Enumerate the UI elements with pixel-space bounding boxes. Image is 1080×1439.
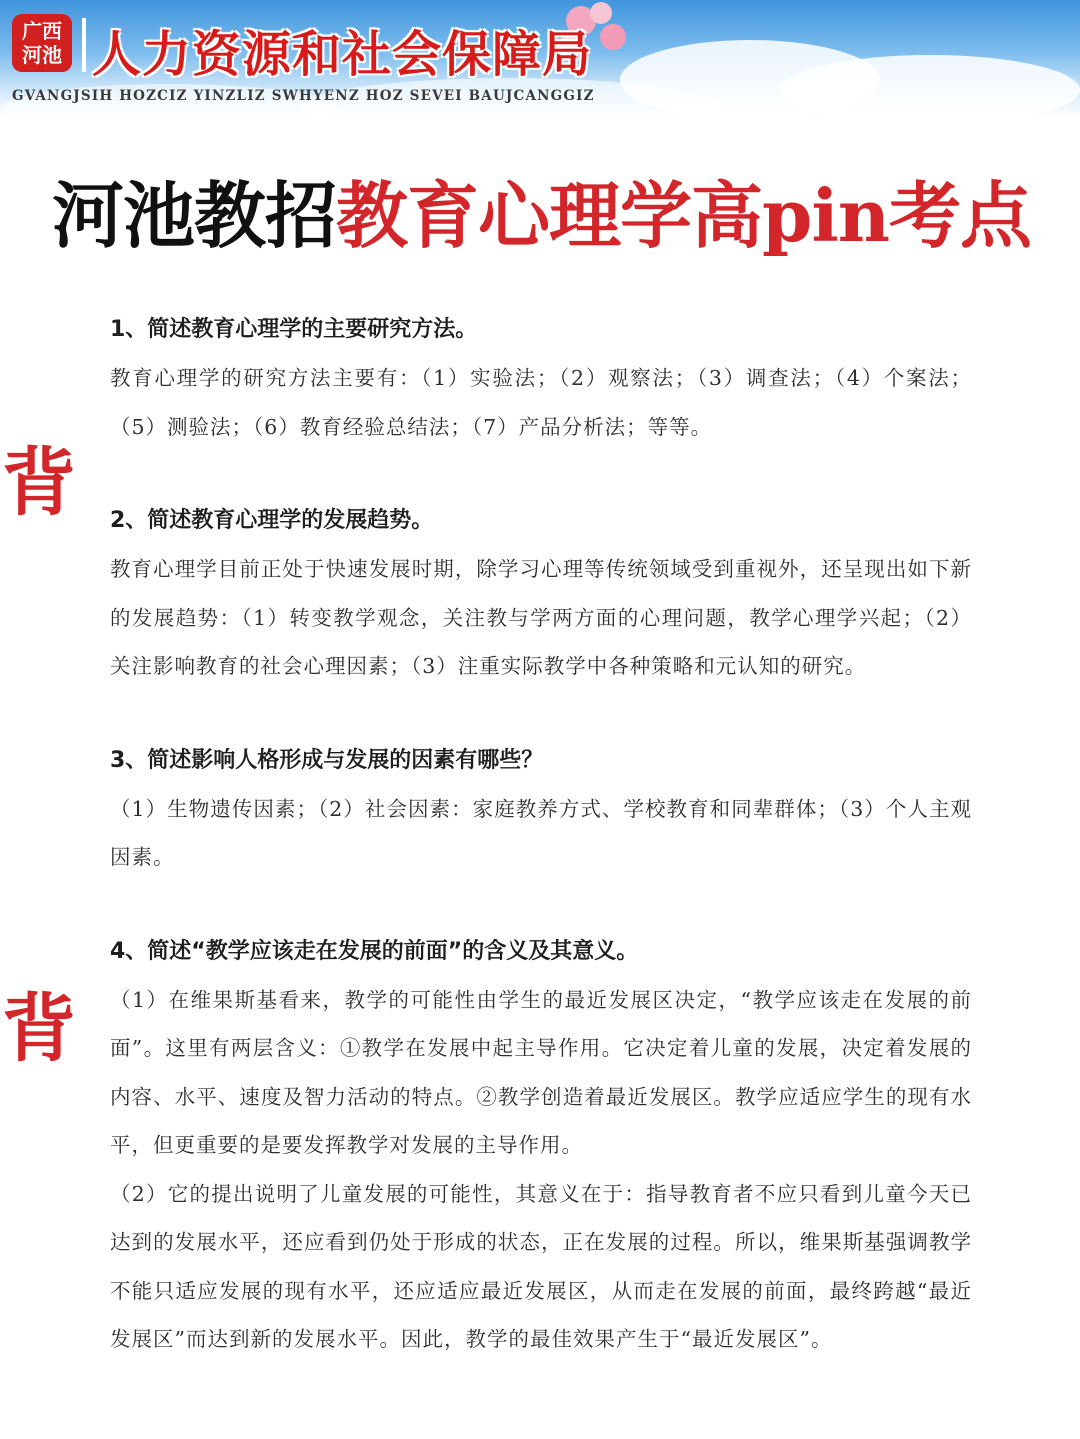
answer-text: 教育心理学的研究方法主要有：（1）实验法；（2）观察法；（3）调查法；（4）个案法；（5）测验法；（6）教育经验总结法；（7）产品分析法；等等。 xyxy=(110,366,972,439)
answer-text: （2）它的提出说明了儿童发展的可能性，其意义在于：指导教育者不应只看到儿童今天已达到的发展水平，还应看到仍处于形成的状态，正在发展的过程。所以，维果斯基强调教学不能只适应发展的现有水平，还应适应最近发展区，从而走在发展的前面，最终跨越“最近发展区”而达到新的发展水平。因此，教学的最佳效果产生于“最近发展区”。 xyxy=(110,1181,972,1351)
qa-item xyxy=(110,737,972,882)
title-red-part: 教育心理学高pin考点 xyxy=(336,173,1032,258)
bureau-name-zhuang: GVANGJSIH HOZCIZ YINZLIZ SWHYENZ HOZ SEVEI BAUJCANGGIZ xyxy=(12,88,595,104)
answer-text: 教育心理学目前正处于快速发展时期，除学习心理等传统领域受到重视外，还呈现出如下新的发展趋势：（1）转变教学观念，关注教与学两方面的心理问题，教学心理学兴起；（2）关注影响教育的社会心理因素；（3）注重实际教学中各种策略和元认知的研究。 xyxy=(110,557,972,678)
question-heading: 1、简述教育心理学的主要研究方法。 xyxy=(110,317,478,342)
qa-item xyxy=(110,928,972,1364)
title-black-part: 河池教招 xyxy=(52,173,337,258)
bureau-name: 人力资源和社会保障局 xyxy=(92,26,593,83)
qa-item xyxy=(110,306,972,451)
seal-text: 河池 xyxy=(22,43,62,67)
divider xyxy=(82,18,86,72)
seal-text: 广西 xyxy=(22,19,62,43)
question-heading: 4、简述“教学应该走在发展的前面”的含义及其意义。 xyxy=(110,938,639,964)
blossom-decoration xyxy=(600,24,626,50)
recite-marker: 背 xyxy=(2,986,76,1072)
cloud-decoration xyxy=(780,55,1080,118)
answer-text: （1）在维果斯基看来，教学的可能性由学生的最近发展区决定，“教学应该走在发展的前面”。这里有两层含义：①教学在发展中起主导作用。它决定着儿童的发展，决定着发展的内容、水平、速度及智力活动的特点。②教学创造着最近发展区。教学应适应学生的现有水平，但更重要的是要发挥教学对发展的主导作用。 xyxy=(110,987,972,1157)
question-heading: 3、简述影响人格形成与发展的因素有哪些？ xyxy=(110,747,544,773)
qa-list xyxy=(110,306,972,1364)
blossom-decoration xyxy=(590,2,612,24)
question-heading: 2、简述教育心理学的发展趋势。 xyxy=(110,508,434,533)
header-banner xyxy=(0,0,1080,118)
recite-marker: 背 xyxy=(2,440,76,526)
logo-seal xyxy=(12,14,72,72)
page-title xyxy=(52,168,1031,264)
qa-item xyxy=(110,497,972,691)
answer-text: （1）生物遗传因素；（2）社会因素：家庭教养方式、学校教育和同辈群体；（3）个人主观因素。 xyxy=(110,796,972,869)
